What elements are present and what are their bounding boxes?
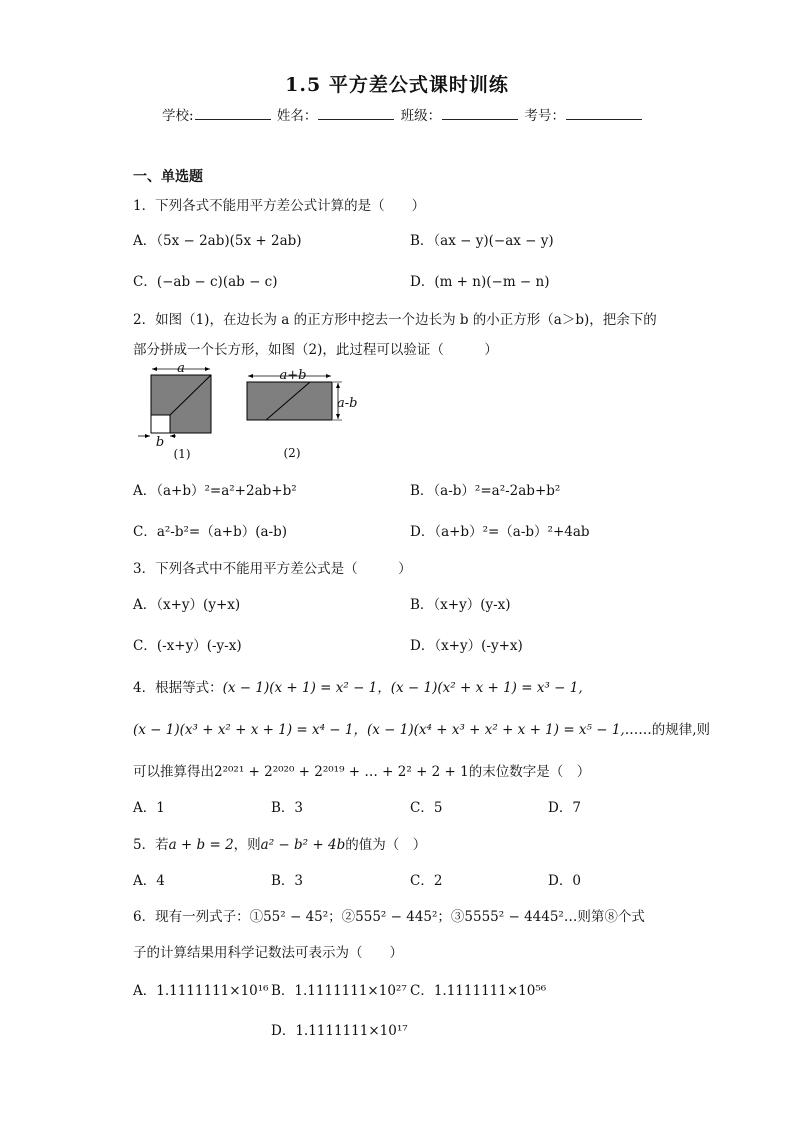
q2-option-d[interactable]: D．（a+b）²=（a-b）²+4ab bbox=[410, 524, 590, 540]
q4-line2 bbox=[133, 718, 710, 738]
q6-option-a[interactable]: A．1.1111111×10¹⁶ bbox=[133, 983, 269, 999]
q2-option-c[interactable]: C．a²-b²=（a+b）(a-b) bbox=[133, 524, 288, 540]
q6-option-d[interactable]: D．1.1111111×10¹⁷ bbox=[271, 1023, 408, 1039]
fig2-label-side: a-b bbox=[337, 396, 358, 411]
q2-option-a[interactable]: A．（a+b）²=a²+2ab+b² bbox=[133, 483, 297, 499]
class-blank[interactable] bbox=[442, 107, 518, 120]
q4-line2-suffix: ……的规律,则 bbox=[624, 722, 711, 738]
student-info-line bbox=[162, 104, 644, 124]
q6-line2: 子的计算结果用科学记数法可表示为（ ） bbox=[133, 945, 403, 961]
q6-option-c[interactable]: C．1.1111111×10⁵⁶ bbox=[410, 983, 547, 999]
q5-option-d[interactable]: D．0 bbox=[548, 873, 581, 889]
q4-line1-prefix: 4．根据等式： bbox=[133, 680, 223, 696]
page-title: 1.5 平方差公式课时训练 bbox=[285, 74, 509, 96]
q4-option-b[interactable]: B．3 bbox=[271, 800, 304, 816]
q6-line1: 6．现有一列式子：①55² − 45²；②555² − 445²；③5555² − 4445²…则第⑧个式 bbox=[133, 909, 645, 925]
q4-line3-prefix: 可以推算得出 bbox=[133, 764, 214, 780]
q4-eq3: (x − 1)(x³ + x² + x + 1) = x⁴ − 1， bbox=[133, 722, 368, 738]
class-label: 班级： bbox=[400, 108, 442, 124]
name-label: 姓名： bbox=[276, 108, 318, 124]
q3-option-c[interactable]: C．(-x+y）(-y-x) bbox=[133, 638, 242, 654]
school-label: 学校: bbox=[162, 108, 194, 124]
q4-eq2: (x − 1)(x² + x + 1) = x³ − 1, bbox=[390, 680, 583, 696]
q4-sum-expression: 2²⁰²¹ + 2²⁰²⁰ + 2²⁰¹⁹ + … + 2² + 2 + 1 bbox=[214, 764, 469, 780]
fig1-label-a: a bbox=[177, 361, 185, 376]
q3-option-d[interactable]: D．（x+y）(-y+x) bbox=[410, 638, 523, 654]
school-blank[interactable] bbox=[195, 107, 271, 120]
q4-line1 bbox=[133, 676, 583, 696]
q2-stem-line2: 部分拼成一个长方形，如图（2)，此过程可以验证（ ） bbox=[133, 342, 498, 358]
q5-mid: ，则 bbox=[233, 837, 261, 853]
q4-eq1: (x − 1)(x + 1) = x² − 1， bbox=[222, 680, 391, 696]
q2-stem-line1: 2．如图（1)，在边长为 a 的正方形中挖去一个边长为 b 的小正方形（a＞b)，把余下的 bbox=[133, 312, 657, 328]
fig2-label-top: a+b bbox=[279, 368, 307, 383]
id-blank[interactable] bbox=[566, 107, 642, 120]
q5-option-b[interactable]: B．3 bbox=[271, 873, 304, 889]
q2-option-b[interactable]: B．（a-b）²=a²-2ab+b² bbox=[410, 483, 561, 499]
fig2-caption: (2) bbox=[283, 446, 301, 460]
q3-stem: 3．下列各式中不能用平方差公式是（ ） bbox=[133, 561, 412, 577]
q6-option-b[interactable]: B．1.1111111×10²⁷ bbox=[271, 983, 407, 999]
q5-option-a[interactable]: A．4 bbox=[133, 873, 165, 889]
figure-1-square bbox=[138, 367, 211, 438]
q5-prefix: 5．若 bbox=[133, 837, 169, 853]
id-label: 考号： bbox=[524, 108, 565, 124]
q1-option-b[interactable]: B．（ax − y)(−ax − y) bbox=[410, 233, 554, 249]
q5-expression: a² − b² + 4b bbox=[260, 837, 346, 853]
q2-figure bbox=[130, 360, 360, 465]
q4-line3-suffix: 的末位数字是（ ） bbox=[468, 764, 591, 780]
q1-stem: 1．下列各式不能用平方差公式计算的是（ ） bbox=[133, 198, 426, 214]
name-blank[interactable] bbox=[318, 107, 394, 120]
q4-option-c[interactable]: C．5 bbox=[410, 800, 443, 816]
q5-option-c[interactable]: C．2 bbox=[410, 873, 443, 889]
q5-condition: a + b = 2 bbox=[168, 837, 234, 853]
q4-option-d[interactable]: D．7 bbox=[548, 800, 581, 816]
fig1-label-b: b bbox=[155, 435, 165, 450]
q1-option-a[interactable]: A．（5x − 2ab)(5x + 2ab) bbox=[133, 233, 302, 249]
q5-suffix: 的值为（ ） bbox=[345, 837, 427, 853]
q3-option-a[interactable]: A．（x+y）(y+x) bbox=[133, 597, 241, 613]
q3-option-b[interactable]: B．（x+y）(y-x) bbox=[410, 597, 511, 613]
section-heading: 一、单选题 bbox=[133, 169, 203, 185]
q5-stem bbox=[133, 833, 426, 853]
q4-option-a[interactable]: A．1 bbox=[133, 800, 165, 816]
q1-option-c[interactable]: C．(−ab − c)(ab − c) bbox=[133, 274, 278, 290]
q1-option-d[interactable]: D．(m + n)(−m − n) bbox=[410, 274, 550, 290]
q4-eq4: (x − 1)(x⁴ + x³ + x² + x + 1) = x⁵ − 1, bbox=[367, 722, 625, 738]
q4-line3 bbox=[133, 760, 590, 780]
fig1-caption: (1) bbox=[173, 447, 191, 461]
